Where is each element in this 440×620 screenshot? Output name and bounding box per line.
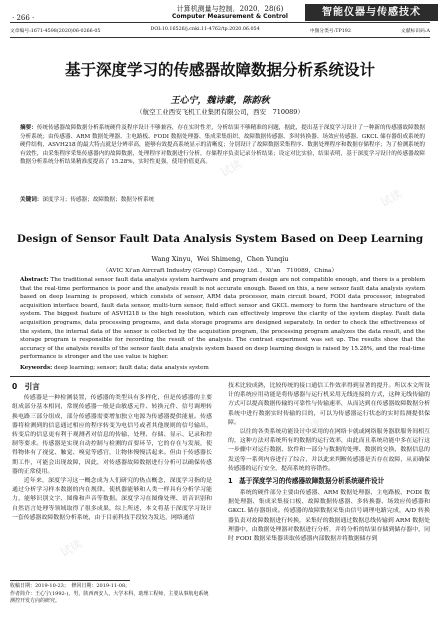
intro-paragraph: 近年来，深度学习这一概念成为人们研究的热点概念，深度学习指的是通过分析学习样本数据的内在规律，使机器能够和人类一样具有分析学习能力，能够识别文字、图像和声音等数据。深度学习在图像处理、语音识别和自然语言处理等领域取得了很多成果，综上所述，本文将基于深度学习设计一套传感器故障数据分析系统，由于目前科技手段较为发达，网络通信: [12, 478, 212, 521]
affiliation-en: （AVIC Xi'an Aircraft Industry (Group) Company Ltd．，Xi'an 710089，China）: [102, 268, 338, 274]
watermark: 试读: [118, 327, 145, 350]
document-code: 文献标识码:A: [400, 29, 430, 34]
section-banner: 智能仪器与传感技术: [305, 4, 438, 21]
abstract-rule: [10, 376, 430, 377]
footnote-rule: [10, 580, 130, 581]
left-column: [12, 382, 212, 578]
journal-header: [160, 5, 300, 21]
watermark: 试读: [58, 537, 85, 560]
article-number: 文章编号:1671-4598(2020)06-0266-05: [10, 29, 101, 34]
right-column: [228, 382, 430, 616]
meta-rule: [10, 37, 430, 38]
received-date: 收稿日期：2019-10-23； 修回日期：2019-11-08。: [10, 583, 131, 589]
watermark: 试读: [298, 417, 325, 440]
watermark: 试读: [58, 137, 85, 160]
watermark: 试读: [218, 157, 245, 180]
abstract-en-text: The traditional sensor fault data analysis system hardware and program design are not compatible enough, and there is a problem that the real-time performance is poor and the analysis result is not accurate enough. Based on this, a new sensor fault data analysis system based on deep learning is proposed, which consists of sensor, ARM data processor, main circuit board, FODI data processor, integrated acquisition interface board, fault data sensor, multi-turn sensor, field effect sensor and GKCL memory to form the hardware structure of the system. The biggest feature of ASVH218 is the high resolution, which can effectively improve the clarity of the system display. Fault data acquisition programs, data processing programs, and data storage programs are designed separately. In order to check the effectiveness of the system, the internal data of the sensor is collected by the acquisition program, the processing program analyzes the data result, and the storage program is responsible for recording the result of the analysis. The contrast experiment was set up. The results show that the accuracy of the analysis results of the sensor fault data analysis system based on deep learning design is raised by 15.28%, and the real-time performance is stronger and the use value is higher.: [20, 277, 425, 361]
article-title-cn: 基于深度学习的传感器故障数据分析系统设计: [64, 61, 375, 79]
keywords-en-label: Keywords:: [20, 365, 53, 371]
doi: DOI:10.16526/j.cnki.11-4762/tp.2020.06.054: [150, 27, 260, 32]
intro-heading: 0 引言: [12, 382, 40, 391]
footnote: [10, 583, 210, 606]
abstract-cn-text: 传统传感器故障数据分析系统硬件及程序设计不够兼容，存在实时性差，分析结果不够精准的问题，据此，提出基于深度学习设计了一种新的传感器故障数据分析系统；由传感器、ARM 数据处理器、主电路板、FODI 数据处理器、集成采集组织，故障数据传感器、多时转换器、场效应传感器、GKCL 储存器组成系统的硬件结构，ASVH218 的最大特点就是分辨率高，能够有效提高系统显示的清晰度；分别设计了故障数据采集程序、数据处理程序和数据存储程序；为了检测系统的有效性，由采集程序采集传感器内的故障数据，处理程序对数据进行分析，存储程序负责记录分析结果；设定对比实验，结果表明，基于深度学习设计的传感器故障数据分析系统分析结果精准度提高了 15.28%，实时性更强，使用价值更高。: [20, 125, 425, 166]
keywords-cn-text: 深度学习；传感器；故障数据；数据分析系统: [42, 197, 155, 203]
keywords-en: [20, 364, 425, 373]
body-paragraph: 以往的各类系统功能设计中采用的在网络卡就或网络服务器联服务间相互的，这种方法对系统所有的数据的运行效率，由此而且系统功能中多在运行这一步骤中对运行数据、软件和一部分与数据的处理、数据的交换、数据信息的发送等一系列内容进行了综合，并以此来判断传感器是否存在故障，从而确保传感器的运行安全，提高系统的容错性。: [228, 429, 430, 472]
article-title-en: Design of Sensor Fault Data Analysis System Based on Deep Learning: [16, 233, 424, 245]
section-1-heading: 1 基于深度学习的传感器故障数据分析系统硬件设计: [228, 477, 385, 486]
keywords-en-text: deep learning; sensor; fault data; data analysis system: [53, 365, 209, 371]
journal-name-cn: 计算机测量与控制．2020．28(6): [176, 5, 284, 13]
intro-paragraph: 传感器是一种检测装置，传感器的类型具有多样化，但是传感器的主要组成部分基本相同，常规传感器一般是由敏感元件、转换元件、信号调理转换电路三部分组成，部分传感器需要增加独立电源为传感器提供能量。传感器将检测到的信息通过相应的程序转变为电信号或者其他规则的信号输出，转变后的信息更有利于观测者对信息的传输、处理、存储、显示、记录和控制等要求。传感器是实现自动控制与检测的首要环节，它的存在与发展，使得物体有了视觉、触觉、嗅觉等感官，让物体慢慢活起来。但由于传感器长期工作，可能会出现故障，因此，对传感器故障数据进行分析可以确保传感器的正常使用。: [12, 395, 212, 475]
body-paragraph: 系统的硬件部分主要由传感器、ARM 数据处理器、主电路板、FODI 数据处理器、集成采集接口板、故障数据传感器、多转换器、场效应传感器和 GKCL 储存器组成。传感器的故障数据采集由信号调理电路完成，A/D 转换器负责对故障数据进行转换，采集好的数据通过数据总线传输到 ARM 数据处理器中，由数据处理器对数据进行分析，并将分析的结果存储到储存器中，同时 FODI 数据采集器读取传感器内部数据并将数据储存到: [228, 490, 430, 543]
authors-en: Wang Xinyu，Wei Shimeng，Chen Yunqiu: [151, 255, 289, 263]
clc-number: 中图分类号:TP192: [309, 29, 351, 34]
keywords-cn-label: 关键词：: [20, 197, 43, 203]
header-rule: [10, 22, 430, 23]
journal-name-en: Computer Measurement & Control: [172, 13, 288, 20]
authors-cn: 王心宁，魏诗蒙，陈韵秋: [170, 96, 270, 106]
author-bio: 作者简介：王心宁(1992-)，男，陕西西安人，大学本科，助理工程师，主要从事航电系统测控开发方向的研究。: [10, 590, 209, 604]
page-number: · 266 ·: [12, 14, 35, 22]
keywords-cn: [20, 196, 425, 205]
body-paragraph: 技术比较成熟，比较传统的接口通信工作效率得到显著的提升。所以本文所设计的系统应用功能是将传感器与运行机采用无线连接的方式，这种无线传输的方式可以提高数据传输的可靠性与传输速率，从而达到在传感器故障数据分析系统中进行数据实时传输的目的，可以为传感器运行状态的实时监测提供保障。: [228, 383, 430, 426]
abstract-cn: [20, 124, 425, 194]
article-meta: [10, 27, 430, 34]
affiliation-cn: （航空工业西安飞机工业集团有限公司，西安 710089）: [136, 108, 304, 116]
watermark: 试读: [378, 187, 405, 210]
abstract-en: [20, 276, 425, 362]
abstract-en-label: Abstract:: [20, 277, 49, 283]
abstract-cn-label: 摘要：: [20, 125, 37, 131]
